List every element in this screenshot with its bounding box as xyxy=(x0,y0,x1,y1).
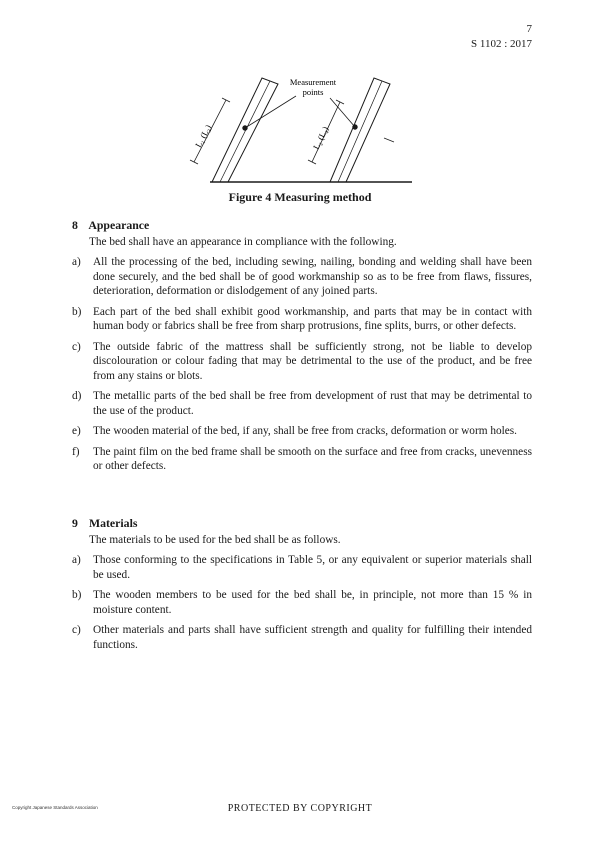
list-item-label: a) xyxy=(72,554,81,566)
section-title: Appearance xyxy=(88,218,150,232)
list-item-label: a) xyxy=(72,256,81,268)
list-item xyxy=(72,445,532,474)
list-item xyxy=(72,588,532,617)
section-title: Materials xyxy=(88,516,138,530)
section-appearance xyxy=(72,218,532,480)
page-header xyxy=(471,22,532,52)
list-item-text: Other materials and parts shall have sufficient strength and quality for fulfilling their intended functions. xyxy=(93,624,532,651)
list-item xyxy=(72,255,532,299)
list-item-text: Those conforming to the specifications in Table 5, or any equivalent or superior materials shall be used. xyxy=(93,554,532,581)
list-item-text: Each part of the bed shall exhibit good workmanship, and parts that may be in contact with human body or fabrics shall be free from sharp protrusions, fine splits, burrs, or other defects. xyxy=(93,305,532,332)
list-item-label: c) xyxy=(72,624,81,636)
list-item-text: All the processing of the bed, including sewing, nailing, bonding and welding shall have been done securely, and the bed shall be of good workmanship so as to be free from flaws, fissures, deterioration, deformation or dislodgement of any joined parts. xyxy=(93,256,532,297)
section-heading xyxy=(72,218,532,233)
left-dimension-label: L₁ (L₃) xyxy=(192,122,214,149)
section-materials xyxy=(72,516,532,658)
list-item-text: The wooden material of the bed, if any, shall be free from cracks, deformation or worm holes. xyxy=(93,425,518,437)
figure-caption: Figure 4 Measuring method xyxy=(228,190,372,204)
standard-number: S 1102 : 2017 xyxy=(470,38,532,50)
list-item xyxy=(72,553,532,582)
list-item xyxy=(72,623,532,652)
list-item-text: The paint film on the bed frame shall be smooth on the surface and free from cracks, unevenness or other defects. xyxy=(93,445,532,472)
protected-notice: PROTECTED BY COPYRIGHT xyxy=(227,803,373,814)
list-item xyxy=(72,389,532,418)
list-item xyxy=(72,424,532,439)
list-item-label: d) xyxy=(72,390,82,402)
list-item-text: The metallic parts of the bed shall be free from development of rust that may be detrimental to the use of the product. xyxy=(93,390,532,417)
measuring-method-figure xyxy=(180,70,440,190)
section-intro: The bed shall have an appearance in compliance with the following. xyxy=(89,235,397,248)
points-label: points xyxy=(302,87,324,97)
list-item-label: e) xyxy=(72,425,81,437)
copyright-notice: Copyright Japanese Standards Association xyxy=(12,805,98,810)
right-member-inner-line xyxy=(338,81,382,182)
section-items xyxy=(72,553,532,652)
section-items xyxy=(72,255,532,474)
measurement-label: Measurement xyxy=(289,77,337,87)
list-item-label: b) xyxy=(72,589,82,601)
list-item-label: c) xyxy=(72,340,81,353)
section-intro: The materials to be used for the bed shall be as follows. xyxy=(89,533,341,546)
section-number: 9 xyxy=(72,516,78,530)
list-item-label: f) xyxy=(72,445,80,458)
list-item xyxy=(72,305,532,334)
section-number: 8 xyxy=(72,218,78,232)
list-item-text: The outside fabric of the mattress shall be sufficiently strong, not be liable to develop discolouration or colour fading that may be detrimental to the use of the product, and be free from any stains or blots. xyxy=(93,340,532,382)
list-item-label: b) xyxy=(72,305,82,318)
list-item xyxy=(72,340,532,384)
list-item-text: The wooden members to be used for the bed shall be, in principle, not more than 15 % in moisture content. xyxy=(93,589,532,616)
section-heading xyxy=(72,516,532,531)
right-member xyxy=(330,78,390,182)
page-number: 7 xyxy=(526,23,532,35)
right-dimension-label: L₂ (L₄) xyxy=(310,124,331,151)
left-member-inner-line xyxy=(220,81,270,182)
